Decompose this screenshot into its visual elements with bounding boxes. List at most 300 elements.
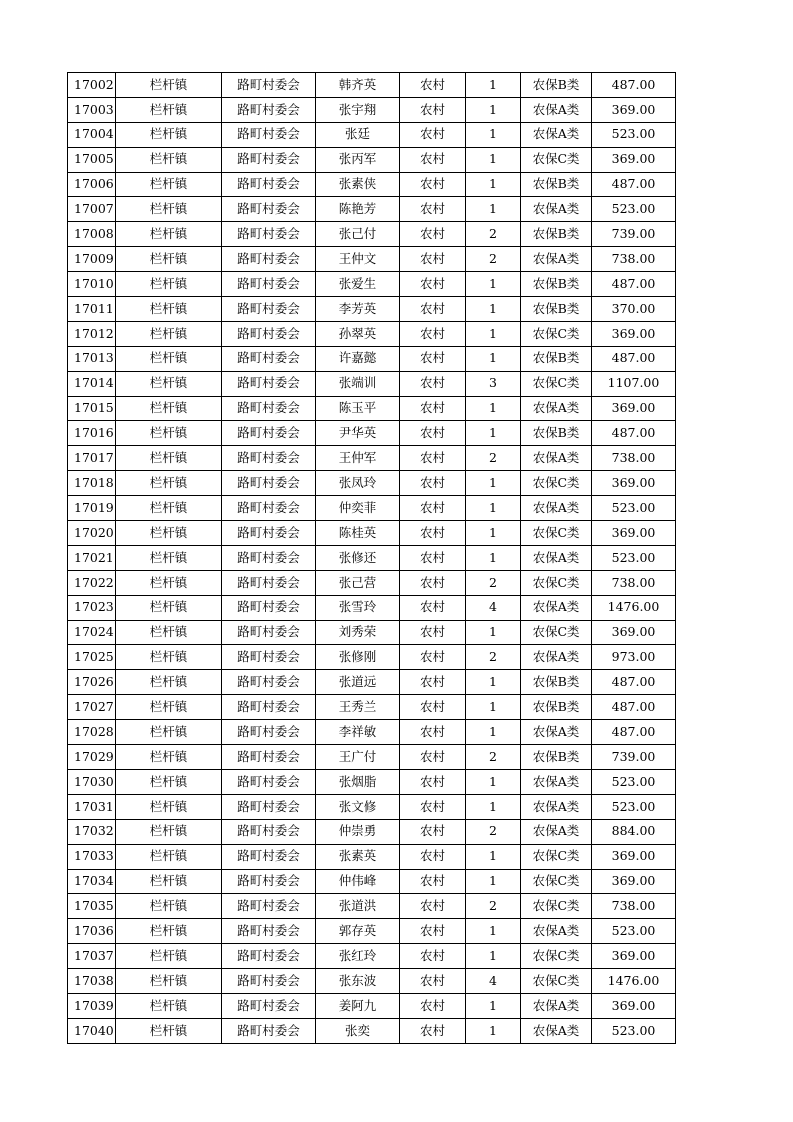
person-name-cell: 张修还 [316, 545, 400, 570]
person-name-cell: 陈桂英 [316, 521, 400, 546]
amount-cell: 369.00 [592, 620, 676, 645]
amount-cell: 1476.00 [592, 595, 676, 620]
amount-cell: 369.00 [592, 993, 676, 1018]
household-type-cell: 农村 [400, 745, 466, 770]
person-name-cell: 郭存英 [316, 919, 400, 944]
insurance-category-cell: 农保B类 [521, 745, 592, 770]
table-row [68, 471, 676, 496]
member-count-cell: 1 [466, 197, 521, 222]
record-id-cell: 17008 [68, 222, 116, 247]
village-committee-cell: 路町村委会 [222, 247, 316, 272]
amount-cell: 1107.00 [592, 371, 676, 396]
table-row [68, 346, 676, 371]
member-count-cell: 1 [466, 545, 521, 570]
amount-cell: 1476.00 [592, 969, 676, 994]
town-name-cell: 栏杆镇 [116, 919, 222, 944]
household-type-cell: 农村 [400, 1018, 466, 1043]
table-row [68, 894, 676, 919]
household-type-cell: 农村 [400, 396, 466, 421]
insurance-category-cell: 农保A类 [521, 595, 592, 620]
amount-cell: 369.00 [592, 97, 676, 122]
household-type-cell: 农村 [400, 695, 466, 720]
household-type-cell: 农村 [400, 73, 466, 98]
amount-cell: 523.00 [592, 769, 676, 794]
record-id-cell: 17002 [68, 73, 116, 98]
amount-cell: 487.00 [592, 73, 676, 98]
amount-cell: 738.00 [592, 570, 676, 595]
household-type-cell: 农村 [400, 944, 466, 969]
member-count-cell: 1 [466, 97, 521, 122]
record-id-cell: 17037 [68, 944, 116, 969]
town-name-cell: 栏杆镇 [116, 122, 222, 147]
town-name-cell: 栏杆镇 [116, 869, 222, 894]
member-count-cell: 1 [466, 620, 521, 645]
record-id-cell: 17016 [68, 421, 116, 446]
person-name-cell: 王仲文 [316, 247, 400, 272]
village-committee-cell: 路町村委会 [222, 321, 316, 346]
record-id-cell: 17006 [68, 172, 116, 197]
town-name-cell: 栏杆镇 [116, 446, 222, 471]
member-count-cell: 2 [466, 745, 521, 770]
record-id-cell: 17004 [68, 122, 116, 147]
roster-body [68, 73, 676, 1044]
household-type-cell: 农村 [400, 97, 466, 122]
person-name-cell: 仲伟峰 [316, 869, 400, 894]
insurance-category-cell: 农保C类 [521, 944, 592, 969]
village-committee-cell: 路町村委会 [222, 97, 316, 122]
village-committee-cell: 路町村委会 [222, 745, 316, 770]
amount-cell: 369.00 [592, 944, 676, 969]
town-name-cell: 栏杆镇 [116, 172, 222, 197]
person-name-cell: 张道洪 [316, 894, 400, 919]
household-type-cell: 农村 [400, 371, 466, 396]
household-type-cell: 农村 [400, 197, 466, 222]
table-row [68, 272, 676, 297]
town-name-cell: 栏杆镇 [116, 545, 222, 570]
member-count-cell: 1 [466, 147, 521, 172]
amount-cell: 369.00 [592, 471, 676, 496]
record-id-cell: 17017 [68, 446, 116, 471]
record-id-cell: 17022 [68, 570, 116, 595]
member-count-cell: 1 [466, 346, 521, 371]
person-name-cell: 王广付 [316, 745, 400, 770]
household-type-cell: 农村 [400, 869, 466, 894]
person-name-cell: 仲崇勇 [316, 819, 400, 844]
insurance-category-cell: 农保A类 [521, 446, 592, 471]
member-count-cell: 1 [466, 396, 521, 421]
insurance-category-cell: 农保C类 [521, 471, 592, 496]
town-name-cell: 栏杆镇 [116, 421, 222, 446]
member-count-cell: 2 [466, 819, 521, 844]
table-row [68, 396, 676, 421]
village-committee-cell: 路町村委会 [222, 695, 316, 720]
record-id-cell: 17009 [68, 247, 116, 272]
town-name-cell: 栏杆镇 [116, 745, 222, 770]
town-name-cell: 栏杆镇 [116, 521, 222, 546]
record-id-cell: 17023 [68, 595, 116, 620]
household-type-cell: 农村 [400, 297, 466, 322]
household-type-cell: 农村 [400, 620, 466, 645]
town-name-cell: 栏杆镇 [116, 819, 222, 844]
town-name-cell: 栏杆镇 [116, 496, 222, 521]
record-id-cell: 17026 [68, 670, 116, 695]
member-count-cell: 1 [466, 944, 521, 969]
insurance-category-cell: 农保B类 [521, 670, 592, 695]
household-type-cell: 农村 [400, 545, 466, 570]
village-committee-cell: 路町村委会 [222, 794, 316, 819]
amount-cell: 369.00 [592, 321, 676, 346]
table-row [68, 371, 676, 396]
town-name-cell: 栏杆镇 [116, 247, 222, 272]
member-count-cell: 1 [466, 421, 521, 446]
town-name-cell: 栏杆镇 [116, 97, 222, 122]
record-id-cell: 17012 [68, 321, 116, 346]
household-type-cell: 农村 [400, 844, 466, 869]
household-type-cell: 农村 [400, 969, 466, 994]
amount-cell: 487.00 [592, 720, 676, 745]
person-name-cell: 张素侠 [316, 172, 400, 197]
town-name-cell: 栏杆镇 [116, 695, 222, 720]
person-name-cell: 张丙军 [316, 147, 400, 172]
person-name-cell: 张文修 [316, 794, 400, 819]
record-id-cell: 17005 [68, 147, 116, 172]
person-name-cell: 张素英 [316, 844, 400, 869]
record-id-cell: 17031 [68, 794, 116, 819]
town-name-cell: 栏杆镇 [116, 396, 222, 421]
insurance-category-cell: 农保A类 [521, 545, 592, 570]
person-name-cell: 韩齐英 [316, 73, 400, 98]
member-count-cell: 1 [466, 172, 521, 197]
village-committee-cell: 路町村委会 [222, 272, 316, 297]
household-type-cell: 农村 [400, 147, 466, 172]
town-name-cell: 栏杆镇 [116, 595, 222, 620]
household-type-cell: 农村 [400, 471, 466, 496]
table-row [68, 819, 676, 844]
village-committee-cell: 路町村委会 [222, 122, 316, 147]
record-id-cell: 17018 [68, 471, 116, 496]
member-count-cell: 1 [466, 321, 521, 346]
person-name-cell: 张己付 [316, 222, 400, 247]
table-row [68, 993, 676, 1018]
person-name-cell: 张爱生 [316, 272, 400, 297]
record-id-cell: 17013 [68, 346, 116, 371]
record-id-cell: 17036 [68, 919, 116, 944]
member-count-cell: 1 [466, 1018, 521, 1043]
amount-cell: 523.00 [592, 197, 676, 222]
village-committee-cell: 路町村委会 [222, 521, 316, 546]
insurance-category-cell: 农保A类 [521, 919, 592, 944]
table-row [68, 794, 676, 819]
household-type-cell: 农村 [400, 595, 466, 620]
member-count-cell: 4 [466, 969, 521, 994]
household-type-cell: 农村 [400, 122, 466, 147]
amount-cell: 738.00 [592, 247, 676, 272]
table-row [68, 446, 676, 471]
insurance-category-cell: 农保C类 [521, 869, 592, 894]
insurance-category-cell: 农保B类 [521, 297, 592, 322]
village-committee-cell: 路町村委会 [222, 769, 316, 794]
village-committee-cell: 路町村委会 [222, 545, 316, 570]
household-type-cell: 农村 [400, 247, 466, 272]
table-row [68, 670, 676, 695]
member-count-cell: 1 [466, 670, 521, 695]
insurance-category-cell: 农保C类 [521, 969, 592, 994]
person-name-cell: 张奕 [316, 1018, 400, 1043]
village-committee-cell: 路町村委会 [222, 570, 316, 595]
village-committee-cell: 路町村委会 [222, 819, 316, 844]
insurance-category-cell: 农保C类 [521, 570, 592, 595]
insurance-category-cell: 农保C类 [521, 147, 592, 172]
village-committee-cell: 路町村委会 [222, 1018, 316, 1043]
insurance-category-cell: 农保C类 [521, 844, 592, 869]
insurance-category-cell: 农保A类 [521, 122, 592, 147]
table-row [68, 147, 676, 172]
amount-cell: 523.00 [592, 794, 676, 819]
record-id-cell: 17003 [68, 97, 116, 122]
insurance-category-cell: 农保B类 [521, 172, 592, 197]
table-row [68, 869, 676, 894]
member-count-cell: 2 [466, 570, 521, 595]
record-id-cell: 17015 [68, 396, 116, 421]
record-id-cell: 17024 [68, 620, 116, 645]
household-type-cell: 农村 [400, 794, 466, 819]
record-id-cell: 17038 [68, 969, 116, 994]
record-id-cell: 17010 [68, 272, 116, 297]
amount-cell: 369.00 [592, 147, 676, 172]
household-type-cell: 农村 [400, 670, 466, 695]
household-type-cell: 农村 [400, 446, 466, 471]
insurance-category-cell: 农保A类 [521, 720, 592, 745]
member-count-cell: 1 [466, 297, 521, 322]
amount-cell: 369.00 [592, 521, 676, 546]
table-row [68, 521, 676, 546]
amount-cell: 487.00 [592, 272, 676, 297]
person-name-cell: 张凤玲 [316, 471, 400, 496]
person-name-cell: 张己营 [316, 570, 400, 595]
insurance-category-cell: 农保A类 [521, 496, 592, 521]
table-row [68, 720, 676, 745]
person-name-cell: 陈艳芳 [316, 197, 400, 222]
table-row [68, 172, 676, 197]
amount-cell: 884.00 [592, 819, 676, 844]
village-committee-cell: 路町村委会 [222, 172, 316, 197]
person-name-cell: 王秀兰 [316, 695, 400, 720]
person-name-cell: 姜阿九 [316, 993, 400, 1018]
insurance-category-cell: 农保A类 [521, 794, 592, 819]
table-row [68, 969, 676, 994]
record-id-cell: 17011 [68, 297, 116, 322]
village-committee-cell: 路町村委会 [222, 969, 316, 994]
table-row [68, 222, 676, 247]
insurance-category-cell: 农保C类 [521, 620, 592, 645]
amount-cell: 487.00 [592, 346, 676, 371]
village-committee-cell: 路町村委会 [222, 919, 316, 944]
member-count-cell: 1 [466, 73, 521, 98]
person-name-cell: 张雪玲 [316, 595, 400, 620]
amount-cell: 369.00 [592, 396, 676, 421]
town-name-cell: 栏杆镇 [116, 993, 222, 1018]
town-name-cell: 栏杆镇 [116, 570, 222, 595]
record-id-cell: 17019 [68, 496, 116, 521]
person-name-cell: 张东波 [316, 969, 400, 994]
member-count-cell: 2 [466, 247, 521, 272]
record-id-cell: 17032 [68, 819, 116, 844]
table-row [68, 944, 676, 969]
person-name-cell: 张红玲 [316, 944, 400, 969]
member-count-cell: 1 [466, 122, 521, 147]
person-name-cell: 陈玉平 [316, 396, 400, 421]
household-type-cell: 农村 [400, 272, 466, 297]
village-committee-cell: 路町村委会 [222, 346, 316, 371]
member-count-cell: 2 [466, 222, 521, 247]
village-committee-cell: 路町村委会 [222, 993, 316, 1018]
member-count-cell: 1 [466, 471, 521, 496]
record-id-cell: 17033 [68, 844, 116, 869]
household-type-cell: 农村 [400, 894, 466, 919]
household-type-cell: 农村 [400, 720, 466, 745]
member-count-cell: 1 [466, 794, 521, 819]
record-id-cell: 17014 [68, 371, 116, 396]
person-name-cell: 许嘉懿 [316, 346, 400, 371]
village-committee-cell: 路町村委会 [222, 670, 316, 695]
household-type-cell: 农村 [400, 346, 466, 371]
person-name-cell: 刘秀荣 [316, 620, 400, 645]
insurance-category-cell: 农保A类 [521, 819, 592, 844]
insurance-category-cell: 农保A类 [521, 769, 592, 794]
record-id-cell: 17030 [68, 769, 116, 794]
person-name-cell: 仲奕菲 [316, 496, 400, 521]
amount-cell: 487.00 [592, 172, 676, 197]
village-committee-cell: 路町村委会 [222, 894, 316, 919]
table-row [68, 745, 676, 770]
town-name-cell: 栏杆镇 [116, 645, 222, 670]
record-id-cell: 17028 [68, 720, 116, 745]
member-count-cell: 1 [466, 769, 521, 794]
village-committee-cell: 路町村委会 [222, 297, 316, 322]
table-row [68, 919, 676, 944]
table-row [68, 645, 676, 670]
village-committee-cell: 路町村委会 [222, 645, 316, 670]
town-name-cell: 栏杆镇 [116, 769, 222, 794]
insurance-category-cell: 农保B类 [521, 73, 592, 98]
table-row [68, 321, 676, 346]
town-name-cell: 栏杆镇 [116, 670, 222, 695]
table-row [68, 545, 676, 570]
village-committee-cell: 路町村委会 [222, 844, 316, 869]
village-committee-cell: 路町村委会 [222, 197, 316, 222]
town-name-cell: 栏杆镇 [116, 944, 222, 969]
village-committee-cell: 路町村委会 [222, 595, 316, 620]
town-name-cell: 栏杆镇 [116, 222, 222, 247]
village-committee-cell: 路町村委会 [222, 222, 316, 247]
record-id-cell: 17029 [68, 745, 116, 770]
table-row [68, 844, 676, 869]
insurance-category-cell: 农保A类 [521, 645, 592, 670]
insurance-category-cell: 农保A类 [521, 993, 592, 1018]
person-name-cell: 张烟脂 [316, 769, 400, 794]
table-row [68, 1018, 676, 1043]
member-count-cell: 1 [466, 993, 521, 1018]
record-id-cell: 17040 [68, 1018, 116, 1043]
amount-cell: 370.00 [592, 297, 676, 322]
record-id-cell: 17034 [68, 869, 116, 894]
person-name-cell: 尹华英 [316, 421, 400, 446]
table-row [68, 496, 676, 521]
member-count-cell: 4 [466, 595, 521, 620]
insurance-category-cell: 农保A类 [521, 97, 592, 122]
household-type-cell: 农村 [400, 421, 466, 446]
town-name-cell: 栏杆镇 [116, 321, 222, 346]
insurance-category-cell: 农保B类 [521, 695, 592, 720]
amount-cell: 739.00 [592, 222, 676, 247]
record-id-cell: 17039 [68, 993, 116, 1018]
person-name-cell: 张修刚 [316, 645, 400, 670]
member-count-cell: 2 [466, 446, 521, 471]
village-committee-cell: 路町村委会 [222, 620, 316, 645]
household-type-cell: 农村 [400, 919, 466, 944]
member-count-cell: 1 [466, 919, 521, 944]
person-name-cell: 张宇翔 [316, 97, 400, 122]
insurance-category-cell: 农保B类 [521, 222, 592, 247]
roster-table [67, 72, 676, 1044]
amount-cell: 523.00 [592, 496, 676, 521]
insurance-category-cell: 农保A类 [521, 396, 592, 421]
town-name-cell: 栏杆镇 [116, 620, 222, 645]
household-type-cell: 农村 [400, 769, 466, 794]
member-count-cell: 1 [466, 272, 521, 297]
insurance-category-cell: 农保B类 [521, 346, 592, 371]
village-committee-cell: 路町村委会 [222, 73, 316, 98]
village-committee-cell: 路町村委会 [222, 446, 316, 471]
table-row [68, 297, 676, 322]
amount-cell: 738.00 [592, 446, 676, 471]
person-name-cell: 王仲军 [316, 446, 400, 471]
town-name-cell: 栏杆镇 [116, 147, 222, 172]
table-row [68, 695, 676, 720]
town-name-cell: 栏杆镇 [116, 371, 222, 396]
insurance-category-cell: 农保C类 [521, 894, 592, 919]
amount-cell: 523.00 [592, 1018, 676, 1043]
record-id-cell: 17035 [68, 894, 116, 919]
amount-cell: 973.00 [592, 645, 676, 670]
member-count-cell: 1 [466, 695, 521, 720]
member-count-cell: 1 [466, 844, 521, 869]
village-committee-cell: 路町村委会 [222, 421, 316, 446]
member-count-cell: 1 [466, 521, 521, 546]
person-name-cell: 张端训 [316, 371, 400, 396]
member-count-cell: 3 [466, 371, 521, 396]
household-type-cell: 农村 [400, 222, 466, 247]
town-name-cell: 栏杆镇 [116, 73, 222, 98]
village-committee-cell: 路町村委会 [222, 720, 316, 745]
member-count-cell: 1 [466, 869, 521, 894]
town-name-cell: 栏杆镇 [116, 794, 222, 819]
town-name-cell: 栏杆镇 [116, 471, 222, 496]
town-name-cell: 栏杆镇 [116, 844, 222, 869]
table-row [68, 570, 676, 595]
household-type-cell: 农村 [400, 321, 466, 346]
member-count-cell: 1 [466, 720, 521, 745]
town-name-cell: 栏杆镇 [116, 297, 222, 322]
village-committee-cell: 路町村委会 [222, 496, 316, 521]
amount-cell: 369.00 [592, 869, 676, 894]
household-type-cell: 农村 [400, 993, 466, 1018]
table-row [68, 122, 676, 147]
record-id-cell: 17007 [68, 197, 116, 222]
village-committee-cell: 路町村委会 [222, 944, 316, 969]
village-committee-cell: 路町村委会 [222, 396, 316, 421]
insurance-category-cell: 农保C类 [521, 521, 592, 546]
